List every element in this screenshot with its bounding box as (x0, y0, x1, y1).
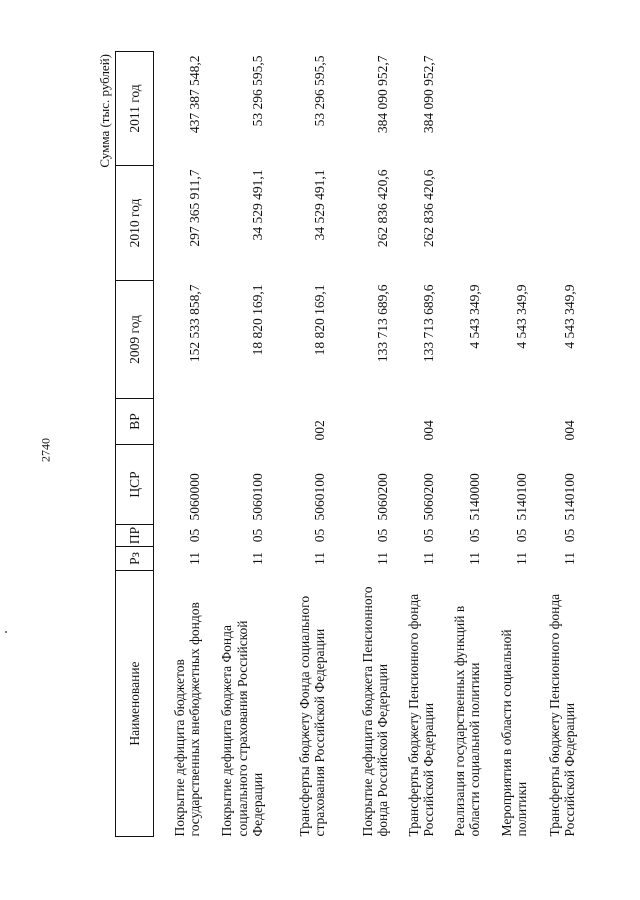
row-2009: 18 820 169,1 (250, 284, 265, 356)
table-row (530, 52, 578, 837)
units-label: Сумма (тыс. рублей) (97, 54, 112, 168)
row-pr: 05 (187, 528, 202, 543)
header-2010: 2010 год (116, 166, 154, 281)
row-name: Трансферты бюджету Фонда социального страхования Российской Федерации (296, 595, 327, 837)
row-csr: 5060200 (375, 473, 390, 521)
row-csr: 5060000 (187, 473, 202, 521)
rotated-table-block (95, 52, 577, 837)
row-pr: 05 (562, 528, 577, 543)
table-row (483, 52, 530, 837)
header-rz: Рз (116, 547, 154, 571)
row-vr (203, 399, 266, 445)
row-pr: 05 (467, 528, 482, 543)
row-pr: 05 (250, 528, 265, 543)
row-2009: 4 543 349,9 (467, 284, 482, 349)
row-vr: 004 (421, 420, 436, 441)
row-rz: 11 (375, 552, 390, 565)
row-2009: 4 543 349,9 (514, 284, 529, 349)
table-header-row (116, 52, 154, 837)
row-rz: 11 (514, 552, 529, 565)
row-2011: 384 090 952,7 (375, 55, 390, 134)
row-name: Трансферты бюджету Пенсионного фонда Российской Федерации (405, 593, 436, 837)
row-vr (154, 399, 203, 445)
header-vr: ВР (116, 399, 154, 445)
row-2011 (530, 52, 578, 166)
row-rz: 11 (250, 552, 265, 565)
row-2009: 18 820 169,1 (312, 284, 327, 356)
row-2011: 53 296 595,5 (250, 55, 265, 127)
row-pr: 05 (312, 528, 327, 543)
table-row (328, 52, 391, 837)
header-pr: ПР (116, 525, 154, 547)
row-2009: 4 543 349,9 (562, 284, 577, 349)
row-name: Реализация государственных функций в области социальной политики (451, 605, 482, 837)
row-2011: 53 296 595,5 (312, 55, 327, 127)
row-rz: 11 (562, 552, 577, 565)
row-2010 (530, 166, 578, 281)
row-pr: 05 (514, 528, 529, 543)
table-row (266, 52, 328, 837)
row-name: Покрытие дефицита бюджетов государственных внебюджетных фондов (171, 602, 202, 837)
header-2009: 2009 год (116, 281, 154, 399)
row-vr (328, 399, 391, 445)
row-vr (437, 399, 483, 445)
row-csr: 5140100 (514, 473, 529, 521)
header-csr: ЦСР (116, 445, 154, 525)
row-name: Трансферты бюджету Пенсионного фонда Российской Федерации (546, 593, 577, 837)
page-number: 2740 (38, 438, 53, 462)
row-2011: 437 387 548,2 (187, 55, 202, 134)
row-2010: 34 529 491,1 (250, 169, 265, 241)
row-csr: 5140000 (467, 473, 482, 521)
row-vr: 004 (562, 420, 577, 441)
budget-table (115, 51, 578, 837)
header-name: Наименование (116, 571, 154, 837)
row-2010: 297 365 911,7 (187, 169, 202, 247)
row-2009: 133 713 689,6 (375, 284, 390, 363)
table-row (391, 52, 437, 837)
scan-speck (5, 631, 7, 633)
row-2009: 133 713 689,6 (421, 284, 436, 363)
row-2010: 262 836 420,6 (421, 169, 436, 248)
row-rz: 11 (467, 552, 482, 565)
row-csr: 5140100 (562, 473, 577, 521)
row-vr (483, 399, 530, 445)
row-2011 (483, 52, 530, 166)
row-2010 (483, 166, 530, 281)
row-name: Покрытие дефицита бюджета Фонда социального страхования Российской Федерации (219, 620, 265, 837)
row-2010 (437, 166, 483, 281)
row-vr: 002 (312, 420, 327, 441)
row-csr: 5060100 (250, 473, 265, 521)
row-csr: 5060200 (421, 473, 436, 521)
table-row (154, 52, 203, 837)
row-2010: 262 836 420,6 (375, 169, 390, 248)
header-2011: 2011 год (116, 52, 154, 166)
row-2010: 34 529 491,1 (312, 169, 327, 241)
row-pr: 05 (421, 528, 436, 543)
table-row (437, 52, 483, 837)
row-rz: 11 (312, 552, 327, 565)
row-rz: 11 (421, 552, 436, 565)
row-name: Покрытие дефицита бюджета Пенсионного фонда Российской Федерации (359, 586, 390, 837)
row-pr: 05 (375, 528, 390, 543)
row-2011 (437, 52, 483, 166)
row-rz: 11 (187, 552, 202, 565)
row-2009: 152 533 858,7 (187, 284, 202, 363)
row-2011: 384 090 952,7 (421, 55, 436, 134)
row-csr: 5060100 (312, 473, 327, 521)
table-row (203, 52, 266, 837)
row-name: Мероприятия в области социальной политики (498, 629, 529, 837)
